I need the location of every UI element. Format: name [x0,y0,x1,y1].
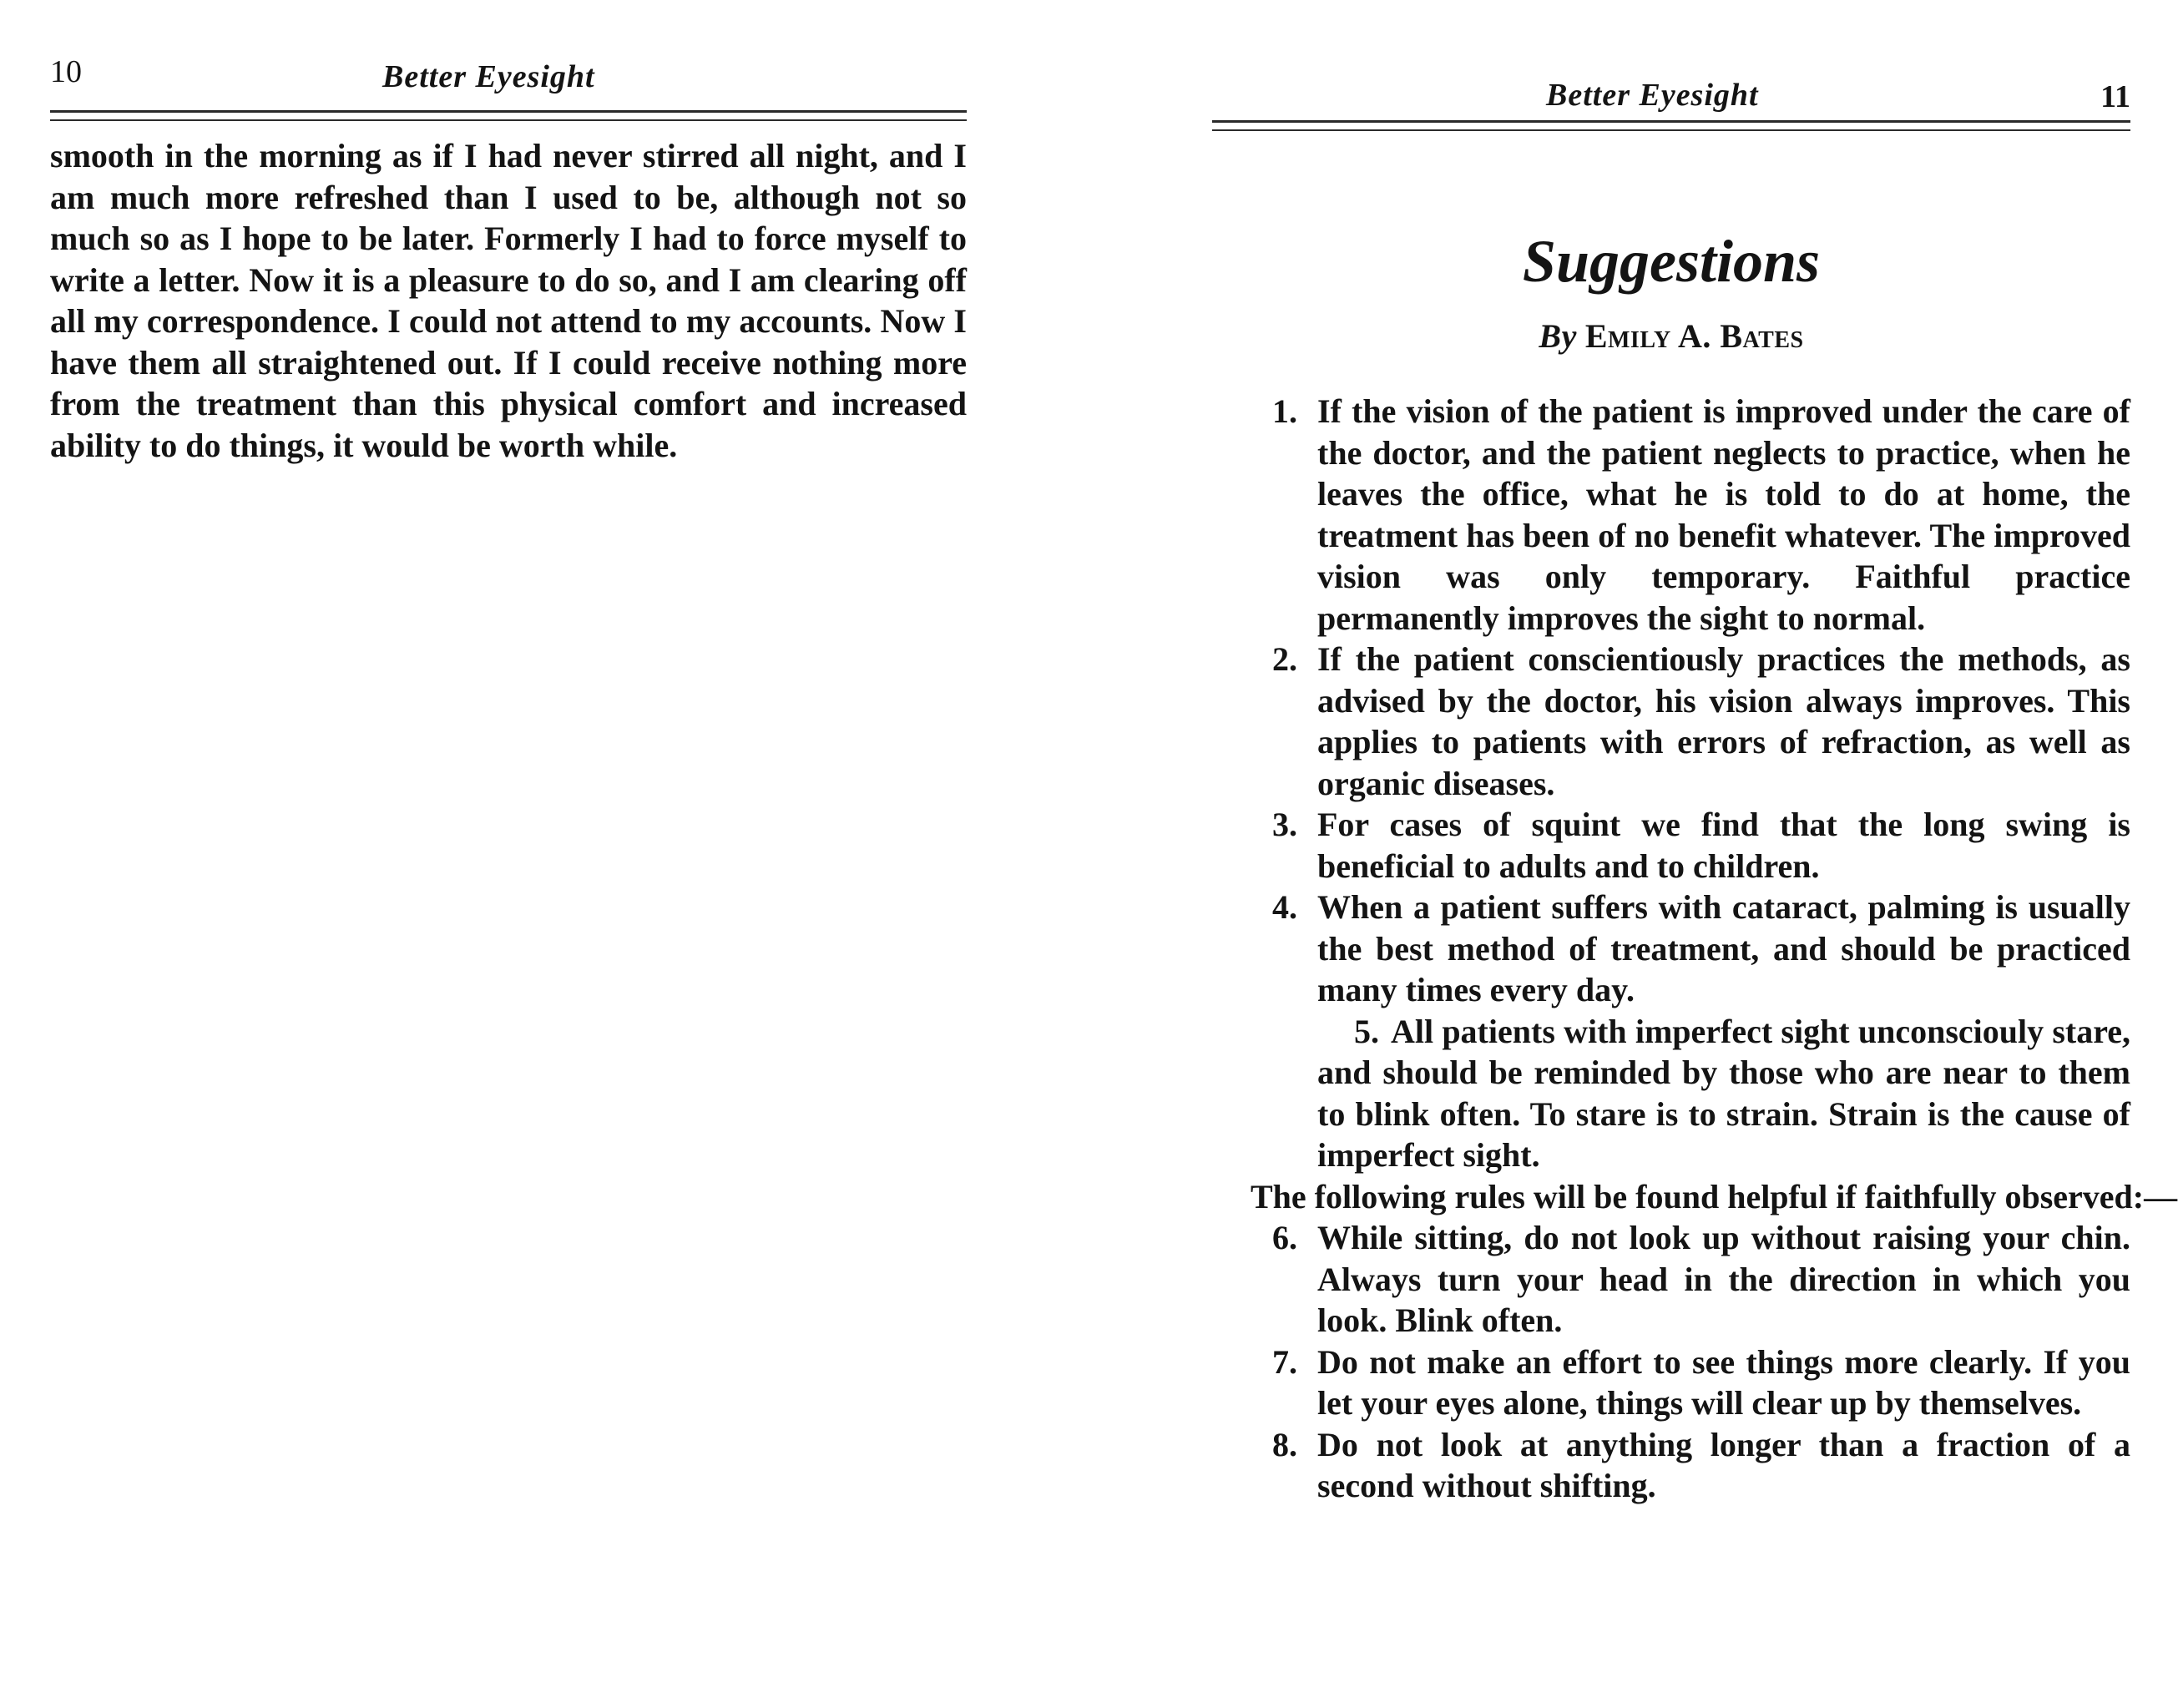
list-item-number: 2. [1272,640,1297,678]
rules-intro: The following rules will be found helpful if faithfully observed:— [1251,1177,2178,1215]
left-page-number: 10 [50,54,82,89]
left-page [50,0,967,1708]
left-header-rule [50,110,967,121]
list-item-number: 1. [1272,392,1297,430]
list-item-number: 7. [1272,1342,1297,1381]
list-item-text: All patients with imperfect sight unconscioulу stare, and should be reminded by those who are near to them to blink often. To stare is to strain. Strain is the cause of imperfect sight. [1317,1012,2130,1174]
list-item-text: When a patient suffers with cataract, palming is usually the best method of treatment, and should be practiced many times every day. [1317,888,2130,1008]
list-item [1212,1217,2130,1342]
list-item-text: For cases of squint we find that the long swing is beneficial to adults and to children. [1317,806,2130,885]
list-item [1212,1342,2130,1424]
list-item [1212,804,2130,887]
byline-prefix: By [1539,317,1577,355]
right-running-title: Better Eyesight [1546,78,1759,113]
list-item-number: 6. [1272,1219,1297,1256]
list-item-number: 4. [1272,888,1297,926]
suggestions-list [1212,391,2178,1507]
right-header-rule [1212,120,2130,131]
left-body-paragraph: smooth in the morning as if I had never stirred all night, and I am much more refreshed than I used to be, although not so much so as I hope to be later. Formerly I had to force myself to write a letter. Now it is a pleasure to do so, and I am clearing off all my correspondence. I could not attend to my accounts. Now I have them all straightened out. If I could receive nothing more from the treatment than this physical comfort and increased ability to do things, it would be worth while. [50,137,967,464]
right-running-head [1212,67,2130,117]
list-item-number: 5. [1354,1012,1379,1050]
list-item [1212,887,2130,1011]
list-item-text: While sitting, do not look up without raising your chin. Always turn your head in the direction in which you look. Blink often. [1317,1219,2130,1339]
list-item [1212,1011,2130,1176]
list-item-text: Do not make an effort to see things more clearly. If you let your eyes alone, things will clear up by themselves. [1317,1342,2130,1422]
list-item [1212,639,2130,804]
list-item-text: If the vision of the patient is improved under the care of the doctor, and the patient neglects to practice, when he leaves the office, what he is told to do at home, the treatment has been of no benefit whatever. The improved vision was only temporary. Faithful practice permanently improves the sight to normal. [1317,392,2130,637]
list-item-number: 3. [1272,806,1297,843]
byline [1212,316,2130,357]
byline-author: Emily A. Bates [1584,317,1804,355]
article-title: Suggestions [1522,228,1821,295]
list-item-text: If the patient conscientiously practices the methods, as advised by the doctor, his vision always improves. This applies to patients with errors of refraction, as well as organic diseases. [1317,640,2130,802]
left-running-title: Better Eyesight [382,59,595,94]
right-page [1212,0,2178,1708]
left-running-head [50,48,967,99]
list-item-number: 8. [1272,1425,1297,1463]
right-page-number: 11 [2100,79,2130,114]
list-item [1212,391,2130,639]
list-item-text: Do not look at anything longer than a fraction of a second without shifting. [1317,1425,2130,1504]
list-item [1212,1424,2130,1507]
